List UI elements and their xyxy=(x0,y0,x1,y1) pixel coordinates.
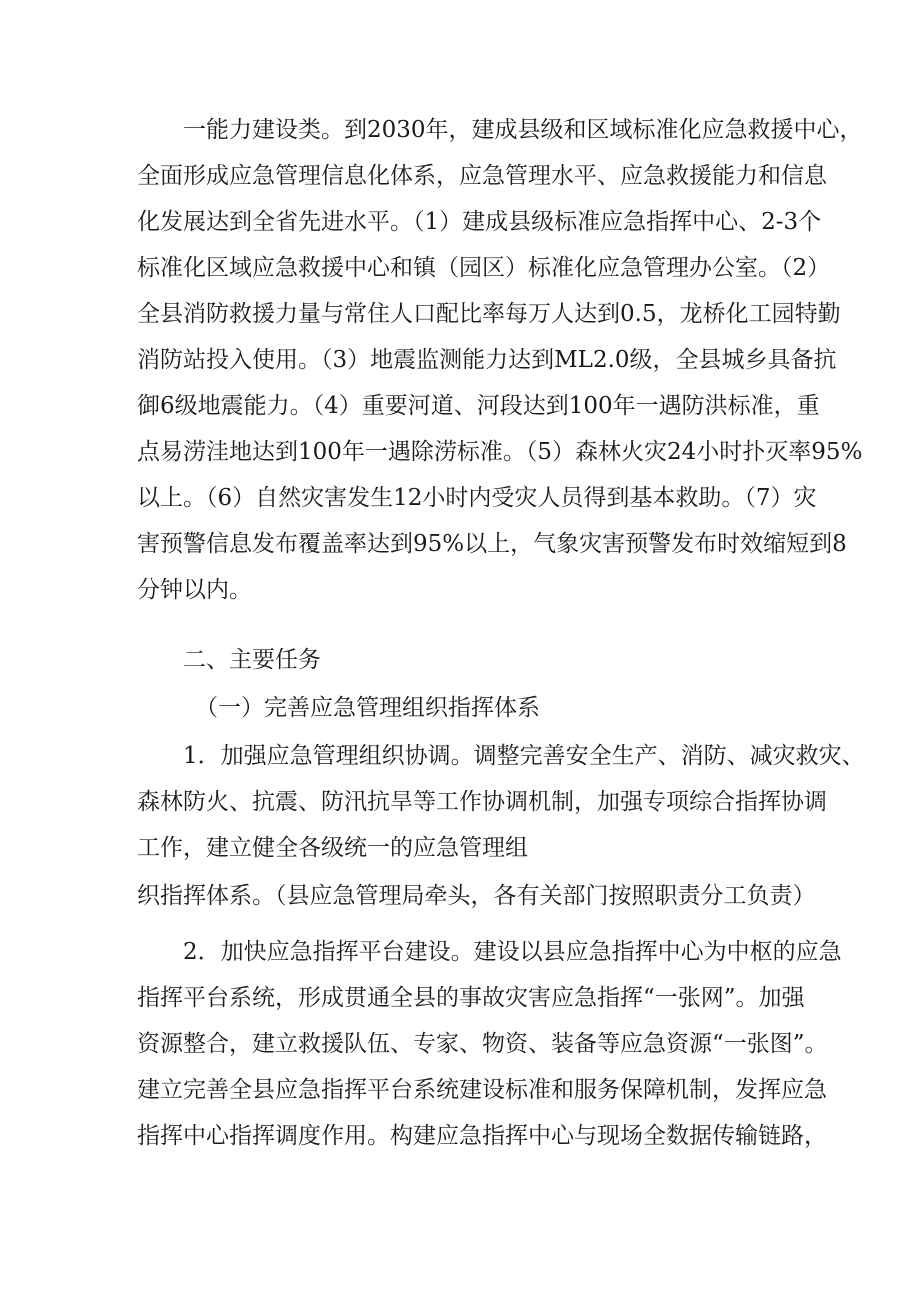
text-line-5: 全县消防救援力量与常住人口配比率每万人达到0.5，龙桥化工园特勤 xyxy=(137,301,841,327)
text-line-1: 一能力建设类。到2030年，建成县级和区域标准化应急救援中心， xyxy=(183,117,863,143)
text-line-8: 点易涝洼地达到100年一遇除涝标准。（5）森林火灾24小时扑灭率95% xyxy=(137,439,863,465)
text-line-9: 以上。（6）自然灾害发生12小时内受灾人员得到基本救助。（7）灾 xyxy=(137,485,817,511)
text-line-4: 标准化区域应急救援中心和镇（园区）标准化应急管理办公室。（2） xyxy=(137,255,831,281)
text-line-19: 指挥平台系统，形成贯通全县的事故灾害应急指挥“一张网”。加强 xyxy=(137,985,805,1011)
text-line-17: 织指挥体系。（县应急管理局牵头，各有关部门按照职责分工负责） xyxy=(137,883,816,909)
text-line-20: 资源整合，建立救援队伍、专家、物资、装备等应急资源“一张图”。 xyxy=(137,1031,828,1057)
text-line-7: 御6级地震能力。（4）重要河道、河段达到100年一遇防洪标准，重 xyxy=(137,393,820,419)
text-line-16: 工作，建立健全各级统一的应急管理组 xyxy=(137,835,528,861)
text-line-3: 化发展达到全省先进水平。（1）建成县级标准应急指挥中心、2-3个 xyxy=(137,209,822,235)
text-line-2: 全面形成应急管理信息化体系，应急管理水平、应急救援能力和信息 xyxy=(137,163,827,189)
subsection-heading-1: （一）完善应急管理组织指挥体系 xyxy=(195,695,540,721)
text-line-10: 害预警信息发布覆盖率达到95%以上，气象灾害预警发布时效缩短到8 xyxy=(137,531,847,557)
text-line-14: 1．加强应急管理组织协调。调整完善安全生产、消防、减灾救灾、 xyxy=(183,743,865,769)
section-heading-main-tasks: 二、主要任务 xyxy=(183,647,321,673)
text-line-21: 建立完善全县应急指挥平台系统建设标准和服务保障机制，发挥应急 xyxy=(137,1077,827,1103)
text-line-15: 森林防火、抗震、防汛抗旱等工作协调机制，加强专项综合指挥协调 xyxy=(137,789,827,815)
text-line-22: 指挥中心指挥调度作用。构建应急指挥中心与现场全数据传输链路， xyxy=(137,1123,827,1149)
text-line-6: 消防站投入使用。（3）地震监测能力达到ML2.0级，全县城乡具备抗 xyxy=(137,347,837,373)
text-line-11: 分钟以内。 xyxy=(137,577,252,603)
text-line-18: 2．加快应急指挥平台建设。建设以县应急指挥中心为中枢的应急 xyxy=(183,939,842,965)
